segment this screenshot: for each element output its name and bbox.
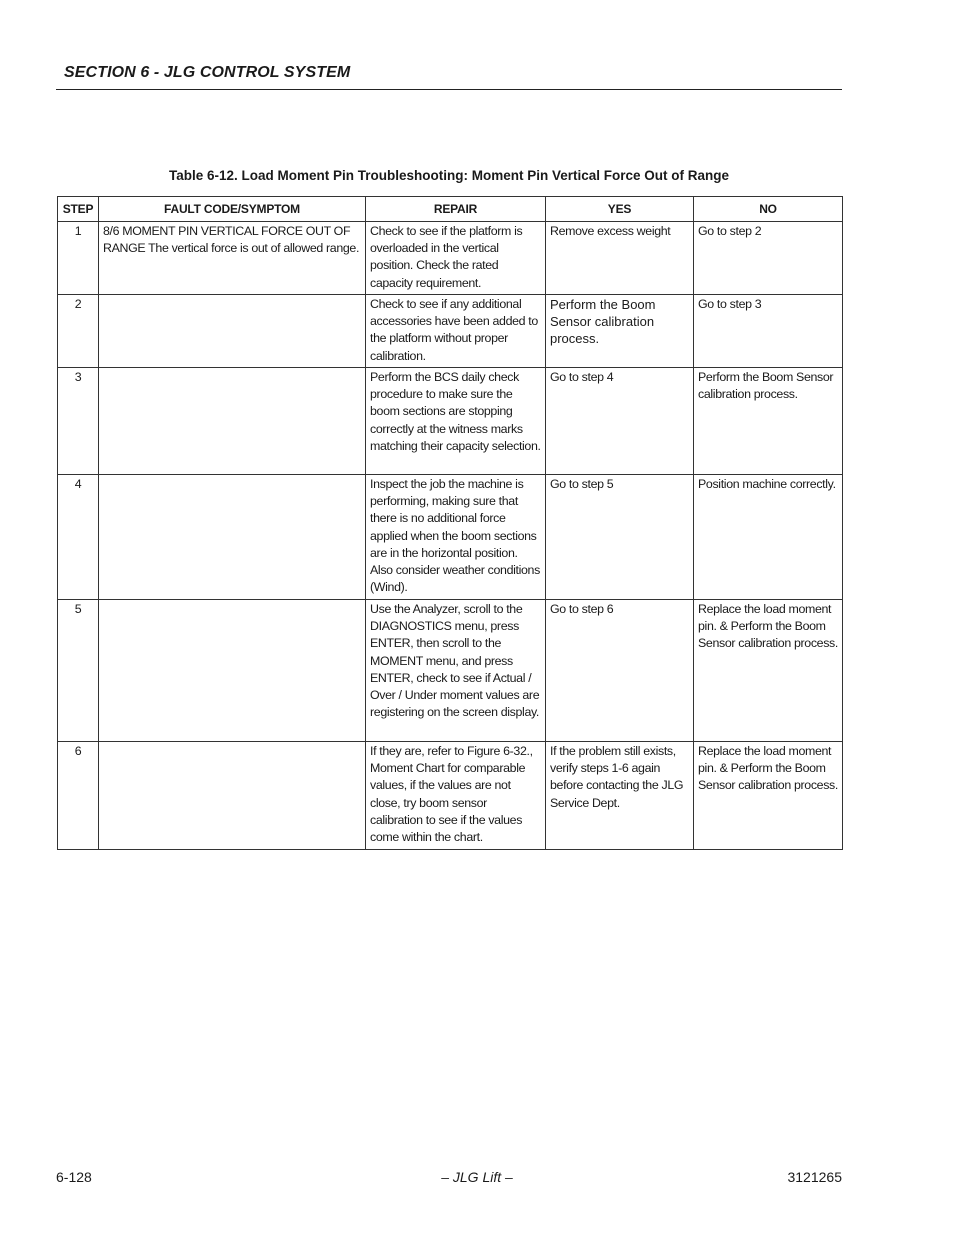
column-header-fault: FAULT CODE/SYMPTOM: [99, 197, 366, 222]
table-title: Table 6-12. Load Moment Pin Troubleshooting: Moment Pin Vertical Force Out of Range: [168, 168, 730, 183]
table-row: [58, 742, 843, 850]
step-number: 6: [74, 744, 82, 758]
troubleshooting-table: [57, 196, 843, 850]
no-action: Position machine correctly.: [698, 477, 836, 491]
column-header-step: STEP: [58, 197, 99, 222]
yes-action: Perform the Boom Sensor calibration process.: [550, 297, 656, 347]
step-number: 5: [74, 602, 82, 616]
yes-action: Remove excess weight: [550, 224, 671, 238]
no-action: Replace the load moment pin. & Perform the Boom Sensor calibration process.: [698, 744, 839, 793]
document-number: 3121265: [787, 1169, 842, 1185]
table-row: [58, 222, 843, 295]
repair-instruction: Check to see if the platform is overloaded in the vertical position. Check the rated capacity requirement.: [370, 224, 523, 290]
yes-action: If the problem still exists, verify steps 1-6 again before contacting the JLG Service Dept.: [550, 744, 684, 810]
repair-instruction: Use the Analyzer, scroll to the DIAGNOSTICS menu, press ENTER, then scroll to the MOMENT menu, and press ENTER, check to see if Actual / Over / Under moment values are registering on the screen display.: [370, 602, 540, 720]
no-action: Go to step 2: [698, 224, 762, 238]
step-number: 1: [74, 224, 82, 238]
yes-action: Go to step 6: [550, 602, 614, 616]
table-row: [58, 600, 843, 742]
step-number: 2: [74, 297, 82, 311]
table-row: [58, 368, 843, 475]
yes-action: Go to step 5: [550, 477, 614, 491]
no-action: Replace the load moment pin. & Perform the Boom Sensor calibration process.: [698, 602, 839, 651]
repair-instruction: Check to see if any additional accessories have been added to the platform without proper calibration.: [370, 297, 538, 363]
fault-symptom: [99, 600, 365, 603]
no-action: Go to step 3: [698, 297, 762, 311]
page-number: 6-128: [56, 1169, 92, 1185]
table-row: [58, 295, 843, 368]
table-row: [58, 475, 843, 600]
column-header-no: NO: [694, 197, 843, 222]
no-action: Perform the Boom Sensor calibration process.: [698, 370, 834, 402]
column-header-repair: REPAIR: [366, 197, 546, 222]
fault-symptom: [99, 295, 365, 298]
repair-instruction: Inspect the job the machine is performing, making sure that there is no additional force applied when the boom sections are in the horizontal position. Also consider weather conditions (Wind).: [370, 477, 540, 595]
section-title: SECTION 6 - JLG CONTROL SYSTEM: [64, 64, 351, 81]
fault-symptom: [99, 475, 365, 478]
repair-instruction: Perform the BCS daily check procedure to make sure the boom sections are stopping correctly at the witness marks matching their capacity selection.: [370, 370, 541, 453]
footer-publisher: – JLG Lift –: [441, 1169, 513, 1185]
table-header-row: [58, 197, 843, 222]
yes-action: Go to step 4: [550, 370, 614, 384]
fault-symptom: [99, 742, 365, 745]
repair-instruction: If they are, refer to Figure 6-32., Moment Chart for comparable values, if the values are not close, try boom sensor calibration to see if the values come within the chart.: [370, 744, 533, 845]
step-number: 3: [74, 370, 82, 384]
column-header-yes: YES: [546, 197, 694, 222]
step-number: 4: [74, 477, 82, 491]
header-divider: [56, 89, 842, 90]
fault-symptom: [99, 368, 365, 371]
fault-symptom: 8/6 MOMENT PIN VERTICAL FORCE OUT OF RANGE The vertical force is out of allowed range.: [103, 224, 360, 256]
